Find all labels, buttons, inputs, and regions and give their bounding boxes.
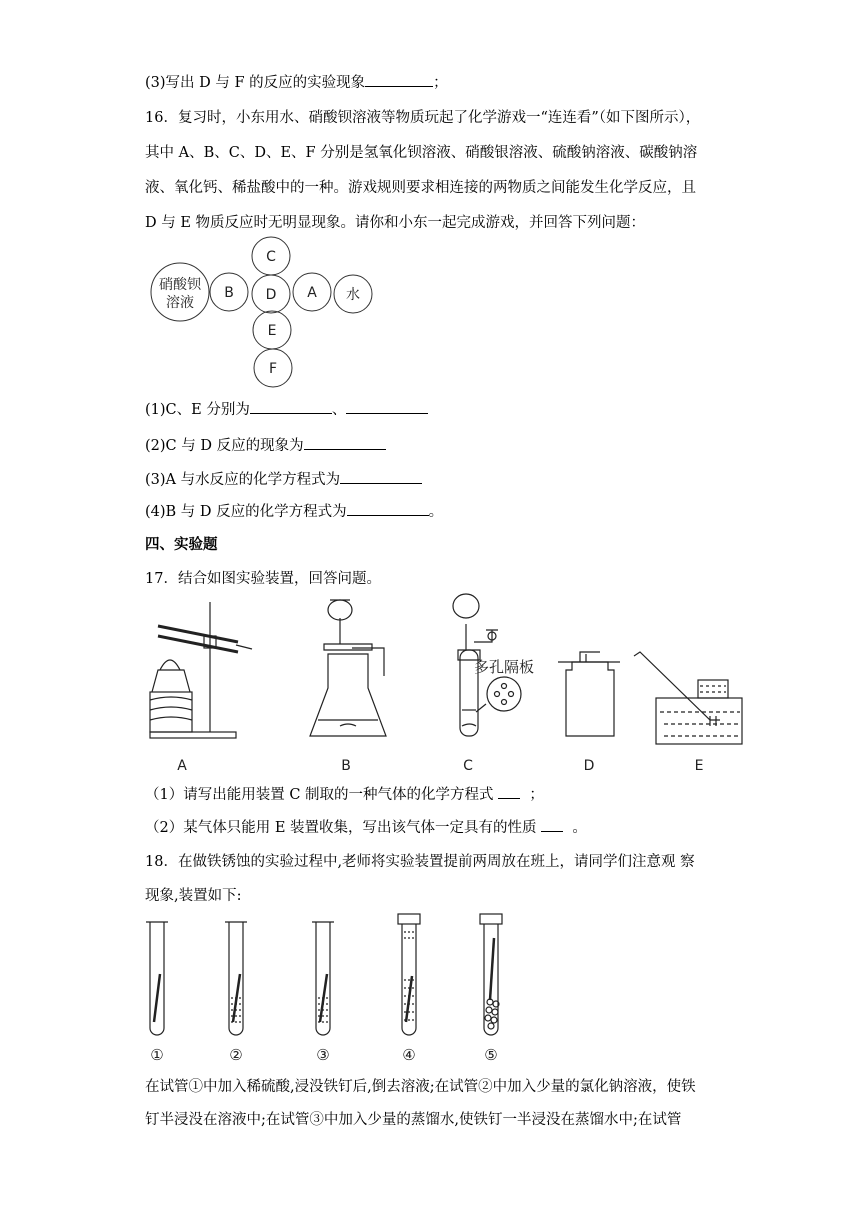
- apparatus-label-a: A: [177, 758, 187, 774]
- question-16-line-3: 液、氧化钙、稀盐酸中的一种。游戏规则要求相连接的两物质之间能发生化学反应，且: [145, 180, 696, 196]
- tube-label-1: ①: [150, 1046, 164, 1064]
- circle-c: [252, 237, 290, 275]
- question-17-1: （1）请写出能用装置 C 制取的一种气体的化学方程式 ；: [145, 784, 544, 805]
- label-barium-2: 溶液: [166, 295, 194, 311]
- test-tube-4: [398, 914, 420, 1035]
- question-18-line-4: 钉半浸没在溶液中;在试管③中加入少量的蒸馏水,使铁钉一半浸没在蒸馏水中;在试管: [145, 1112, 682, 1128]
- test-tube-2: [225, 922, 247, 1035]
- answer-blank[interactable]: [498, 784, 520, 799]
- apparatus-b: [310, 600, 386, 736]
- answer-blank[interactable]: [541, 817, 563, 832]
- apparatus-label-d: D: [583, 758, 595, 774]
- circle-e: [253, 311, 291, 349]
- apparatus-e: [634, 652, 742, 744]
- apparatus-label-c: C: [463, 758, 473, 774]
- label-c: C: [266, 249, 276, 265]
- question-18-line-2: 现象,装置如下:: [145, 888, 242, 904]
- circle-f: [254, 349, 292, 387]
- test-tube-3: [312, 922, 334, 1035]
- circle-barium-nitrate: [151, 263, 209, 321]
- answer-blank[interactable]: [304, 435, 386, 450]
- label-d: D: [265, 287, 277, 303]
- question-16-line-1: 16．复习时，小东用水、硝酸钡溶液等物质玩起了化学游戏一“连连看”（如下图所示），: [145, 110, 701, 126]
- tube-label-4: ④: [402, 1046, 416, 1064]
- question-16-3: (3)A 与水反应的化学方程式为: [145, 469, 422, 490]
- answer-blank[interactable]: [340, 469, 422, 484]
- label-b: B: [224, 285, 234, 301]
- tube-label-3: ③: [316, 1046, 330, 1064]
- question-17: 17．结合如图实验装置，回答问题。: [145, 571, 381, 587]
- label-f: F: [268, 361, 278, 377]
- apparatus-d: [558, 652, 620, 736]
- question-17-2: （2）某气体只能用 E 装置收集，写出该气体一定具有的性质 。: [145, 817, 587, 838]
- question-16-line-4: D 与 E 物质反应时无明显现象。请你和小东一起完成游戏，并回答下列问题：: [145, 215, 646, 231]
- label-e: E: [267, 323, 277, 339]
- label-water: 水: [346, 287, 360, 303]
- answer-blank[interactable]: [346, 399, 428, 414]
- answer-blank[interactable]: [365, 72, 433, 87]
- apparatus-c: [453, 594, 521, 736]
- label-barium-1: 硝酸钡: [159, 277, 201, 293]
- question-16-line-2: 其中 A、B、C、D、E、F 分别是氢氧化钡溶液、硝酸银溶液、硫酸钠溶液、碳酸钠溶: [145, 145, 698, 161]
- question-16-1: (1)C、E 分别为 、: [145, 399, 428, 420]
- apparatus-label-e: E: [694, 758, 704, 774]
- test-tube-5: [480, 914, 502, 1035]
- porous-plate-label: 多孔隔板: [474, 658, 535, 676]
- question-16-4: (4)B 与 D 反应的化学方程式为 。: [145, 501, 443, 522]
- apparatus-a: [150, 602, 252, 738]
- tube-label-5: ⑤: [484, 1046, 498, 1064]
- circle-a: [293, 273, 331, 311]
- test-tube-1: [146, 922, 168, 1035]
- question-18-line-3: 在试管①中加入稀硫酸,浸没铁钉后,倒去溶液;在试管②中加入少量的氯化钠溶液，使铁: [145, 1079, 696, 1095]
- answer-blank[interactable]: [250, 399, 332, 414]
- label-a: A: [307, 285, 317, 301]
- circle-b: [210, 273, 248, 311]
- tube-label-2: ②: [229, 1046, 243, 1064]
- section-heading: 四、实验题: [145, 536, 218, 553]
- answer-blank[interactable]: [347, 501, 429, 516]
- circle-water: [334, 275, 372, 313]
- question-15-3: (3)写出 D 与 F 的反应的实验现象 ；: [145, 72, 448, 93]
- apparatus-label-b: B: [341, 758, 351, 774]
- circle-d: [252, 275, 290, 313]
- question-16-2: (2)C 与 D 反应的现象为: [145, 435, 386, 456]
- question-18-line-1: 18．在做铁锈蚀的实验过程中,老师将实验装置提前两周放在班上，请同学们注意观 察: [145, 854, 695, 870]
